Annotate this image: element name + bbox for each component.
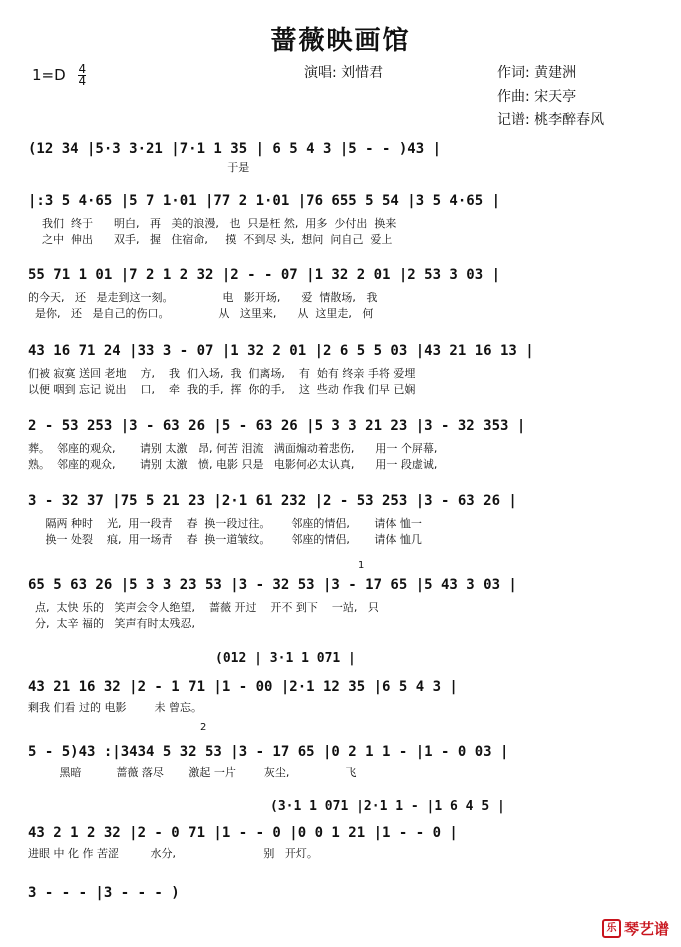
lyric-line-2: 分, 太辛 福的 笑声有时太残忍, — [28, 617, 195, 630]
notation-line: |:3 5 4·65 |5 7 1·01 |77 2 1·01 |76 655 5 54 |3 5 4·65 | — [28, 193, 501, 209]
transcriber-credit: 记谱: 桃李醉春风 — [497, 112, 605, 128]
lyric-line-1: 葬。 邻座的观众, 请别 太激 昂, 何苦 泪流 满面煽动着悲伤, 用一 个屏幕, — [28, 442, 438, 455]
intro-line: (3·1 1 071 |2·1 1 - |1 6 4 5 | — [270, 799, 505, 814]
notation-line: 55 71 1 01 |7 2 1 2 32 |2 - - 07 |1 32 2 01 |2 53 3 03 | — [28, 267, 501, 283]
notation-line: 43 2 1 2 32 |2 - 0 71 |1 - - 0 |0 0 1 21 |1 - - 0 | — [28, 825, 458, 841]
notation-line: 43 16 71 24 |33 3 - 07 |1 32 2 01 |2 6 5 5 03 |43 21 16 13 | — [28, 343, 534, 359]
notation-line: 3 - 32 37 |75 5 21 23 |2·1 61 232 |2 - 53 253 |3 - 63 26 | — [28, 493, 517, 509]
time-signature — [78, 64, 86, 87]
notation-line: 43 21 16 32 |2 - 1 71 |1 - 00 |2·1 12 35 |6 5 4 3 | — [28, 679, 458, 695]
singer-credit: 演唱: 刘惜君 — [304, 65, 384, 81]
watermark-logo-icon: 乐 — [602, 919, 621, 938]
lyric-line-1: 们被 寂寞 送回 老地 方, 我 们入场, 我 们离场, 有 始有 终亲 手将 爱埋 — [28, 367, 416, 380]
notation-line: 3 - - - |3 - - - ) — [28, 885, 180, 901]
notation-line: 2 - 53 253 |3 - 63 26 |5 - 63 26 |5 3 3 21 23 |3 - 32 353 | — [28, 418, 526, 434]
site-watermark — [602, 918, 669, 939]
lyric-line-2: 是你, 还 是自己的伤口。 从 这里来, 从 这里走, 何 — [28, 307, 374, 320]
meter-bottom: 4 — [78, 74, 87, 88]
second-ending-mark: 2 — [200, 722, 207, 733]
key-label: 1=D — [32, 66, 66, 84]
key-signature — [32, 64, 86, 87]
watermark-text: 琴艺谱 — [623, 920, 669, 938]
lyricist-credit: 作词: 黄建洲 — [497, 65, 577, 81]
lyric-line-1: 点, 太快 乐的 笑声会令人绝望, 蔷薇 开过 开不 到下 一站, 只 — [28, 601, 379, 614]
lyric-line-1: 于是 — [28, 161, 250, 174]
lyric-line-1: 我们 终于 明白, 再 美的浪漫, 也 只是枉 然, 用多 少付出 换来 — [28, 217, 397, 230]
song-title: 蔷薇映画馆 — [270, 26, 411, 56]
notation-line: 65 5 63 26 |5 3 3 23 53 |3 - 32 53 |3 - 17 65 |5 43 3 03 | — [28, 577, 517, 593]
lyric-line-1: 剩我 们看 过的 电影 未 曾忘。 — [28, 701, 202, 714]
composer-credit: 作曲: 宋天亭 — [497, 89, 577, 105]
lyric-line-2: 熟。 邻座的观众, 请别 太激 愤, 电影 只是 电影何必太认真, 用一 段虚诚, — [28, 458, 438, 471]
lyric-line-1: 黑暗 蔷薇 落尽 激起 一片 灰尘, 飞 — [28, 766, 357, 779]
lyric-line-2: 之中 伸出 双手, 握 住宿命, 摸 不到尽 头, 想问 问自己 爱上 — [28, 233, 393, 246]
intro-line: (012 | 3·1 1 071 | — [215, 651, 356, 666]
lyric-line-1: 进眼 中 化 作 苦涩 水分, 别 开灯。 — [28, 847, 318, 860]
first-ending-mark: 1 — [358, 560, 365, 571]
lyric-line-1: 的今天, 还 是走到这一刻。 电 影开场, 爱 情散场, 我 — [28, 291, 378, 304]
meter-top: 4 — [78, 62, 87, 76]
notation-line: (12 34 |5·3 3·21 |7·1 1 35 | 6 5 4 3 |5 - - )43 | — [28, 141, 442, 157]
lyric-line-1: 隔两 种时 光, 用一段青 春 换一段过往。 邻座的情侣, 请体 恤一 — [28, 517, 422, 530]
lyric-line-2: 以便 咽到 忘记 说出 口, 牵 我的手, 挥 你的手, 这 些动 作我 们早 已娴 — [28, 383, 416, 396]
lyric-line-2: 换一 处裂 痕, 用一场青 春 换一道皱纹。 邻座的情侣, 请体 恤几 — [28, 533, 422, 546]
notation-line: 5 - 5)43 :|3434 5 32 53 |3 - 17 65 |0 2 1 1 - |1 - 0 03 | — [28, 744, 509, 760]
